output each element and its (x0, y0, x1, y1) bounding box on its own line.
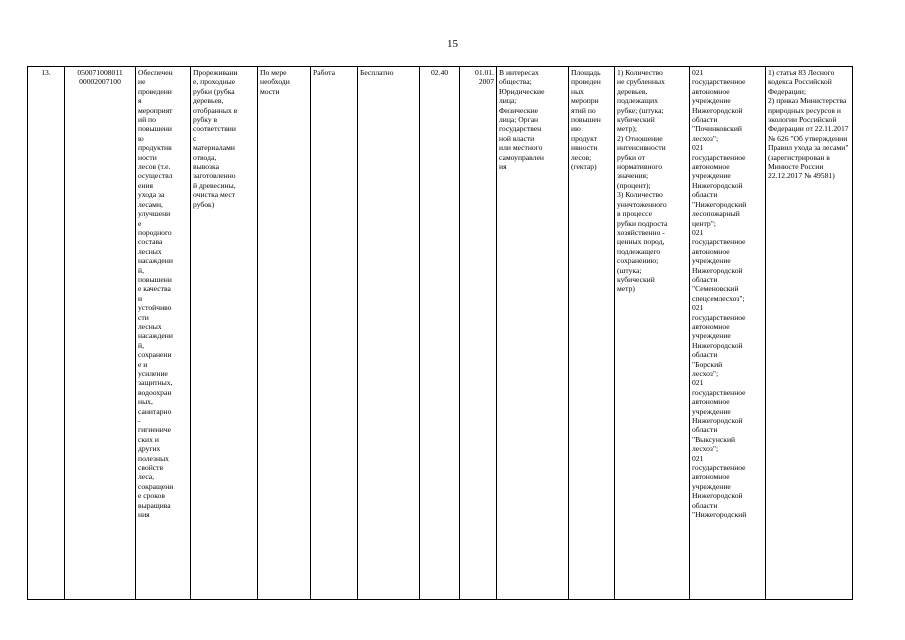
row-number-cell: 13. (28, 67, 65, 600)
registry-code-cell: 050071008011 00002007100 (65, 67, 136, 600)
date-cell: 01.01. 2007 (460, 67, 497, 600)
legal-basis-cell: 1) статья 83 Лесного кодекса Российской Федерации; 2) приказ Министерства природных ресурсов и экологии Российской Федерации от 22.11.2017 № 626 "Об утверждении Правил ухода за лесами" (зарегистрирован в Минюсте России 22.12.2017 № 49581) (766, 67, 853, 600)
payment-cell: Бесплатно (358, 67, 420, 600)
institutions-cell: 021 государственное автономное учреждение Нижегородской области "Починковский лесхоз"; 021 государственное автономное учреждение Нижегородской области "Нижегородский лесопожарный центр"; 021 государственное автономное учреждение Нижегородской области "Семеновский спецсемлесхоз"; 021 государственное автономное учреждение Нижегородской области "Борский лесхоз"; 021 государственное автономное учреждение Нижегородской области "Выксунский лесхоз"; 021 государственное автономное учреждение Нижегородской области "Нижегородский (690, 67, 766, 600)
okved-cell: 02.40 (420, 67, 460, 600)
service-name-cell: Обеспечен ие проведени я мероприят ий по повышени ю продуктив ности лесов (т.е. осуществл ения ухода за лесами, улучшени е породного состава лесных насаждени й, повышени е качества и устойчиво сти лесных насаждени й, сохранени е и усиление защитных, водоохран ных, санитарно - гигиениче ских и других полезных свойств леса, сокращени е сроков выращива ния (136, 67, 191, 600)
volume-indicator-cell: Площадь проведен ных меропри ятий по повышен ию продукт ивности лесов; (гектар) (569, 67, 615, 600)
service-content-cell: Прореживани е, проходные рубки (рубка деревьев, отобранных в рубку в соответствии с материалами отвода, вывозка заготовленно й древесины, очистка мест рубок) (191, 67, 258, 600)
condition-cell: По мере необходи мости (258, 67, 311, 600)
registry-table (27, 66, 853, 600)
consumers-cell: В интересах общества; Юридические лица; Физические лица; Орган государствен ной власти или местного самоуправлен ия (497, 67, 569, 600)
quality-indicator-cell: 1) Количество не срубленных деревьев, подлежащих рубке; (штука; кубический метр); 2) Отношение интенсивности рубки от нормативного значения; (процент); 3) Количество уничтоженного в процессе рубки подроста хозяйственно - ценных пород, подлежащего сохранению; (штука; кубический метр) (615, 67, 690, 600)
page-number: 15 (447, 38, 458, 50)
table-row (28, 67, 853, 600)
form-cell: Работа (311, 67, 358, 600)
